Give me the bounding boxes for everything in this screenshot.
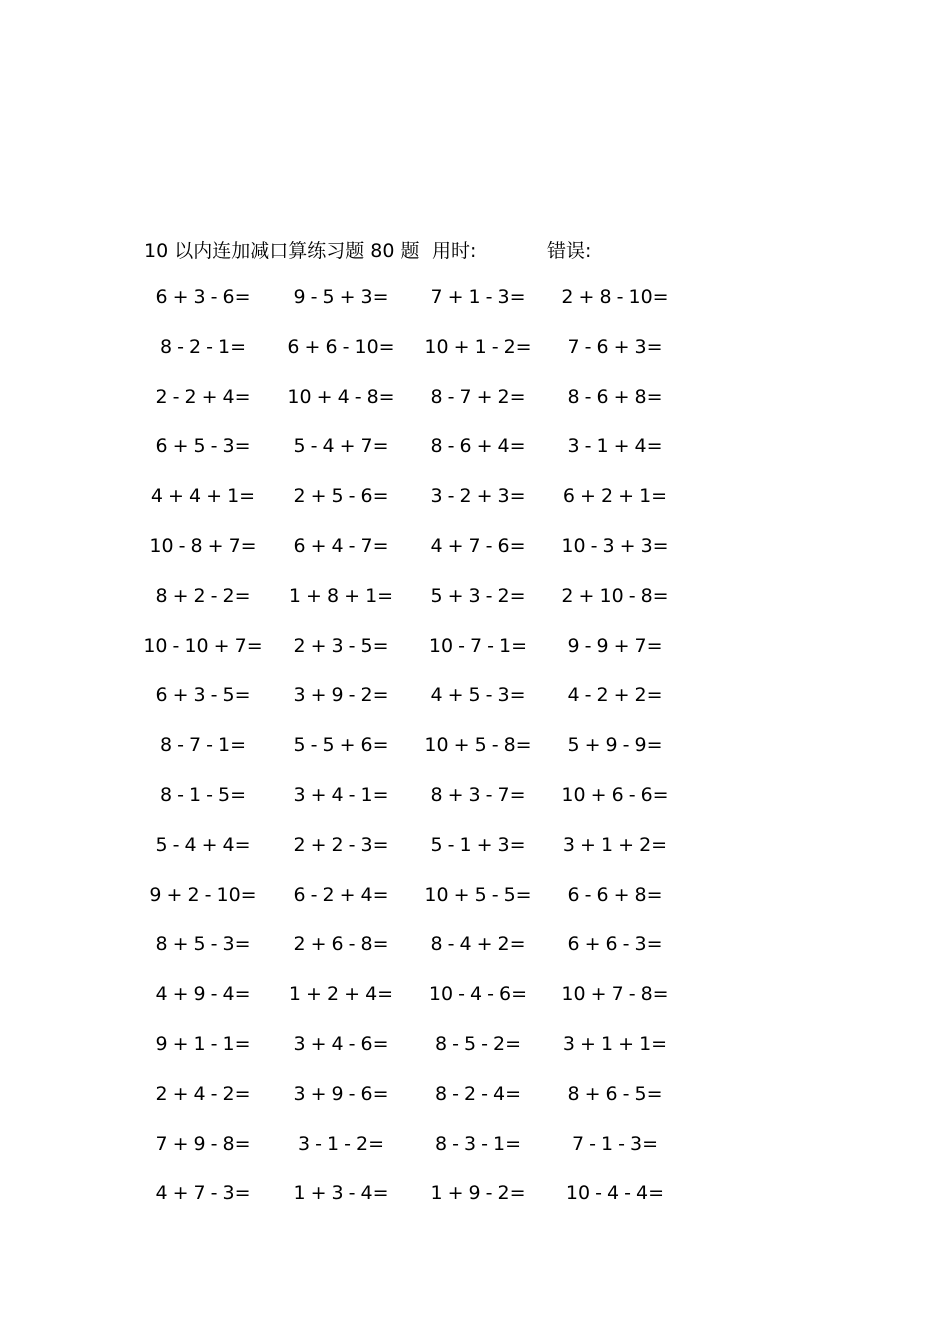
problem-item: 10 - 8 + 7= bbox=[149, 534, 257, 557]
problem-item: 2 - 2 + 4= bbox=[155, 385, 251, 408]
problem-item: 8 - 6 + 4= bbox=[430, 435, 526, 458]
problem-item: 10 + 7 - 8= bbox=[561, 983, 669, 1006]
problem-item: 3 + 1 + 2= bbox=[562, 833, 668, 856]
problem-item: 2 + 8 - 10= bbox=[561, 286, 669, 308]
problem-item: 1 + 9 - 2= bbox=[430, 1182, 526, 1205]
worksheet-header bbox=[0, 236, 950, 264]
problem-row bbox=[0, 435, 950, 485]
problem-item: 8 - 2 - 1= bbox=[159, 335, 247, 358]
problem-row bbox=[0, 684, 950, 734]
problem-row bbox=[0, 535, 950, 585]
problem-item: 6 + 6 - 10= bbox=[287, 335, 395, 358]
problem-row bbox=[0, 734, 950, 784]
problem-item: 9 + 1 - 1= bbox=[155, 1032, 251, 1055]
problem-item: 2 + 3 - 5= bbox=[293, 634, 389, 657]
problem-item: 2 + 5 - 6= bbox=[293, 485, 389, 508]
problem-row bbox=[0, 884, 950, 934]
problem-item: 8 + 6 - 5= bbox=[567, 1082, 663, 1105]
problem-item: 2 + 4 - 2= bbox=[155, 1082, 251, 1105]
problem-item: 2 + 10 - 8= bbox=[561, 584, 669, 607]
problem-item: 3 - 1 - 2= bbox=[297, 1132, 385, 1155]
problem-item: 8 - 4 + 2= bbox=[430, 933, 526, 956]
problem-item: 4 + 7 - 6= bbox=[430, 534, 526, 557]
problem-item: 5 - 4 + 7= bbox=[293, 435, 389, 458]
problem-item: 6 + 3 - 5= bbox=[155, 684, 251, 707]
problem-item: 10 - 7 - 1= bbox=[428, 634, 528, 657]
problem-item: 3 + 1 + 1= bbox=[562, 1032, 668, 1055]
problem-row bbox=[0, 933, 950, 983]
problem-item: 10 + 6 - 6= bbox=[561, 783, 669, 806]
problem-item: 5 + 3 - 2= bbox=[430, 584, 526, 607]
time-used-label: 用时: bbox=[432, 240, 477, 262]
problem-item: 8 - 1 - 5= bbox=[159, 783, 247, 806]
problem-item: 3 - 1 + 4= bbox=[567, 435, 663, 458]
problem-row bbox=[0, 1033, 950, 1083]
problem-item: 3 - 2 + 3= bbox=[430, 485, 526, 508]
problem-row bbox=[0, 1133, 950, 1183]
problem-row bbox=[0, 784, 950, 834]
problem-item: 9 - 9 + 7= bbox=[567, 634, 663, 657]
problem-item: 10 + 5 - 5= bbox=[424, 883, 532, 906]
problem-item: 8 + 2 - 2= bbox=[155, 584, 251, 607]
problem-item: 5 - 1 + 3= bbox=[430, 833, 526, 856]
problem-item: 9 + 2 - 10= bbox=[149, 883, 257, 906]
problem-item: 5 + 9 - 9= bbox=[567, 734, 663, 757]
problem-item: 8 - 5 - 2= bbox=[434, 1032, 522, 1055]
problem-item: 1 + 8 + 1= bbox=[288, 584, 394, 607]
problem-item: 2 + 2 - 3= bbox=[293, 833, 389, 856]
problem-item: 1 + 2 + 4= bbox=[288, 983, 394, 1006]
problem-item: 3 + 9 - 6= bbox=[293, 1082, 389, 1105]
problem-item: 4 - 2 + 2= bbox=[567, 684, 663, 707]
problem-item: 10 + 4 - 8= bbox=[287, 385, 395, 408]
problem-item: 4 + 5 - 3= bbox=[430, 684, 526, 707]
problem-item: 10 + 5 - 8= bbox=[424, 734, 532, 757]
problem-item: 7 + 9 - 8= bbox=[155, 1132, 251, 1155]
problem-item: 3 + 9 - 2= bbox=[293, 684, 389, 707]
problem-item: 8 - 2 - 4= bbox=[434, 1082, 522, 1105]
problem-item: 7 - 6 + 3= bbox=[567, 335, 663, 358]
problem-item: 10 - 3 + 3= bbox=[561, 534, 669, 557]
problem-item: 6 - 6 + 8= bbox=[567, 883, 663, 906]
problem-item: 8 + 5 - 3= bbox=[155, 933, 251, 956]
problem-item: 6 + 5 - 3= bbox=[155, 435, 251, 458]
problem-item: 10 - 4 - 4= bbox=[565, 1182, 665, 1205]
problem-item: 6 + 4 - 7= bbox=[293, 534, 389, 557]
problem-item: 6 + 2 + 1= bbox=[562, 485, 668, 508]
problem-item: 5 - 4 + 4= bbox=[155, 833, 251, 856]
problem-item: 7 + 1 - 3= bbox=[430, 286, 526, 308]
problem-item: 10 - 10 + 7= bbox=[143, 634, 263, 657]
problem-item: 3 + 4 - 1= bbox=[293, 783, 389, 806]
problem-row bbox=[0, 286, 950, 336]
problem-row bbox=[0, 485, 950, 535]
problem-grid bbox=[0, 286, 950, 1232]
problem-row bbox=[0, 336, 950, 386]
problem-item: 6 + 3 - 6= bbox=[155, 286, 251, 308]
problem-row bbox=[0, 983, 950, 1033]
worksheet-title: 10 以内连加减口算练习题 80 题 bbox=[144, 240, 420, 262]
problem-item: 8 - 7 - 1= bbox=[159, 734, 247, 757]
problem-item: 2 + 6 - 8= bbox=[293, 933, 389, 956]
problem-item: 4 + 7 - 3= bbox=[155, 1182, 251, 1205]
problem-item: 10 + 1 - 2= bbox=[424, 335, 532, 358]
problem-item: 6 + 6 - 3= bbox=[567, 933, 663, 956]
problem-item: 5 - 5 + 6= bbox=[293, 734, 389, 757]
problem-item: 7 - 1 - 3= bbox=[571, 1132, 659, 1155]
problem-row bbox=[0, 635, 950, 685]
problem-item: 4 + 9 - 4= bbox=[155, 983, 251, 1006]
problem-row bbox=[0, 1182, 950, 1232]
problem-item: 4 + 4 + 1= bbox=[150, 485, 256, 508]
error-count-label: 错误: bbox=[547, 240, 592, 262]
problem-item: 9 - 5 + 3= bbox=[293, 286, 389, 308]
problem-row bbox=[0, 1083, 950, 1133]
problem-item: 8 + 3 - 7= bbox=[430, 783, 526, 806]
problem-item: 3 + 4 - 6= bbox=[293, 1032, 389, 1055]
problem-row bbox=[0, 585, 950, 635]
problem-item: 1 + 3 - 4= bbox=[293, 1182, 389, 1205]
problem-row bbox=[0, 386, 950, 436]
problem-item: 10 - 4 - 6= bbox=[428, 983, 528, 1006]
problem-row bbox=[0, 834, 950, 884]
problem-item: 8 - 3 - 1= bbox=[434, 1132, 522, 1155]
problem-item: 6 - 2 + 4= bbox=[293, 883, 389, 906]
problem-item: 8 - 7 + 2= bbox=[430, 385, 526, 408]
problem-item: 8 - 6 + 8= bbox=[567, 385, 663, 408]
